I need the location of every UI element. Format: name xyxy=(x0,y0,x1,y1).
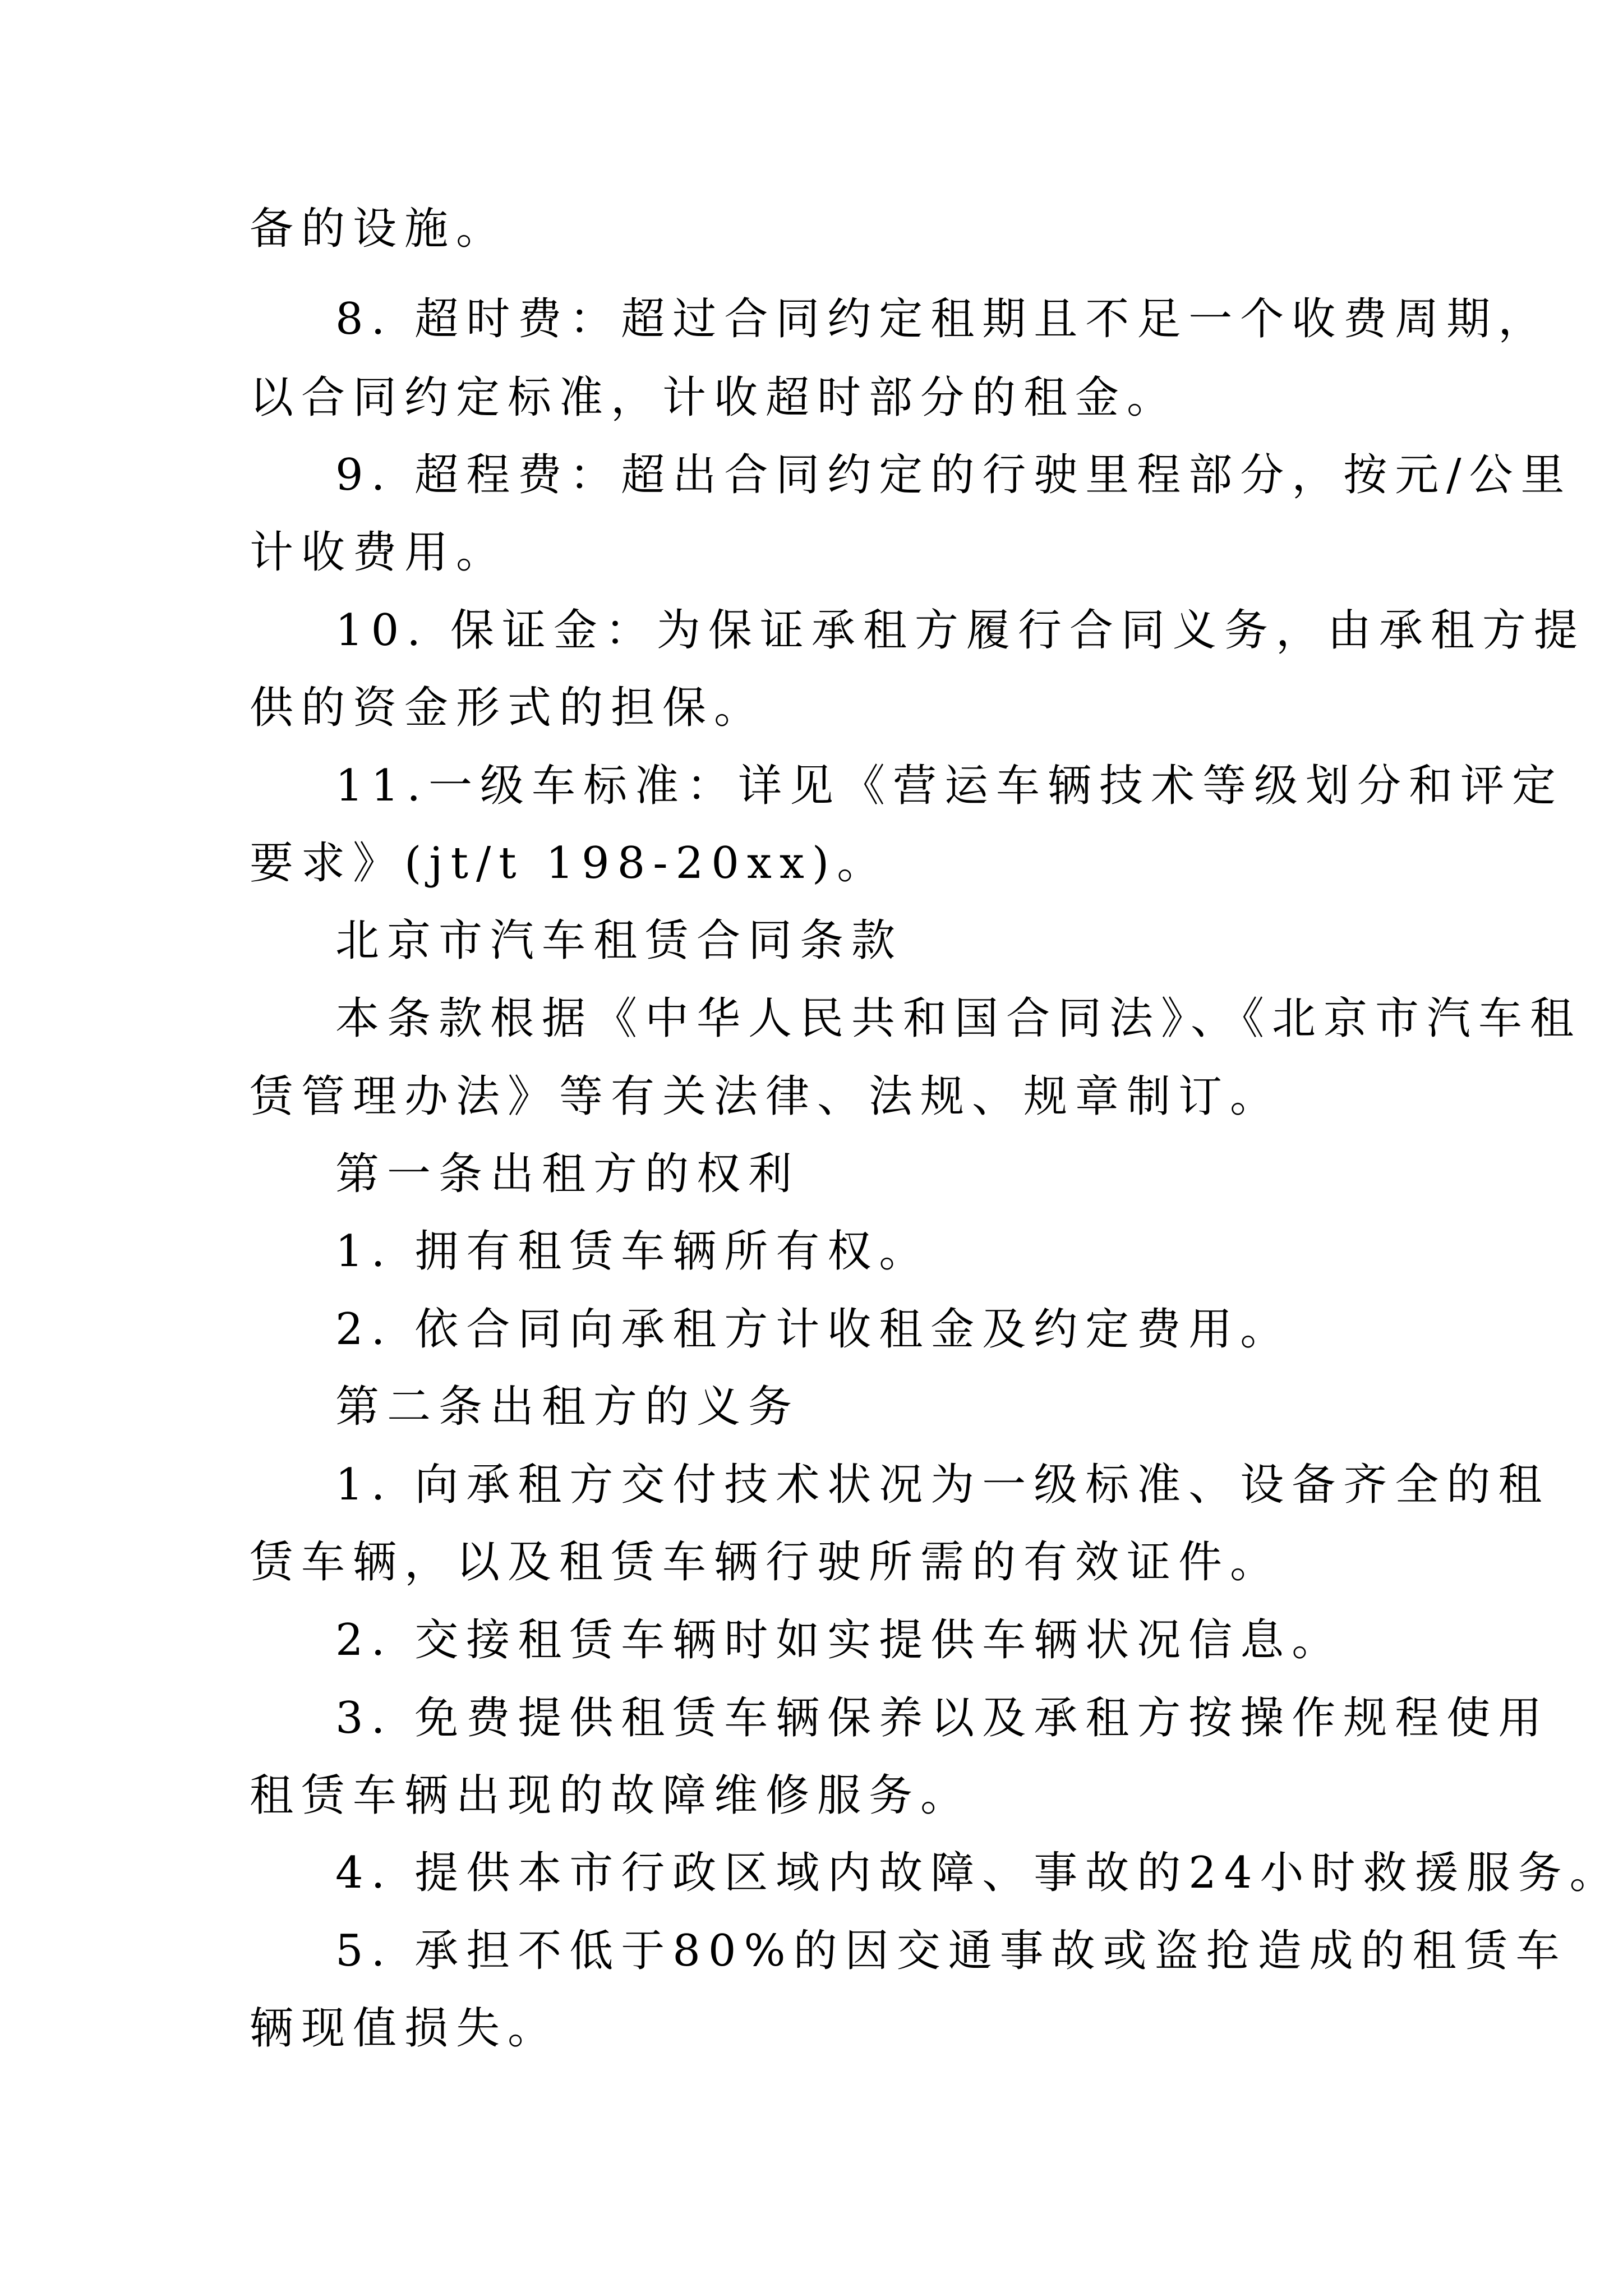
text-line: 3. 免费提供租赁车辆保养以及承租方按操作规程使用 xyxy=(335,1693,1550,1743)
text-line: 要求》(jt/t 198-20xx)。 xyxy=(250,838,889,889)
text-line: 赁管理办法》等有关法律、法规、规章制订。 xyxy=(250,1071,1282,1122)
text-line: 1. 向承租方交付技术状况为一级标准、设备齐全的租 xyxy=(335,1460,1550,1510)
text-line: 8. 超时费：超过合同约定租期且不足一个收费周期， xyxy=(335,294,1550,344)
text-line: 2. 依合同向承租方计收租金及约定费用。 xyxy=(335,1304,1292,1355)
text-line: 2. 交接租赁车辆时如实提供车辆状况信息。 xyxy=(335,1615,1344,1665)
text-line: 辆现值损失。 xyxy=(250,2003,560,2054)
text-line: 以合同约定标准，计收超时部分的租金。 xyxy=(250,372,1179,423)
text-line: 备的设施。 xyxy=(250,204,508,254)
text-line: 租赁车辆出现的故障维修服务。 xyxy=(250,1770,972,1821)
text-line: 第二条出租方的义务 xyxy=(335,1382,800,1432)
text-line: 5. 承担不低于80%的因交通事故或盗抢造成的租赁车 xyxy=(335,1926,1567,1976)
text-line: 11.一级车标准：详见《营运车辆技术等级划分和评定 xyxy=(335,761,1564,811)
text-line: 本条款根据《中华人民共和国合同法》、《北京市汽车租 xyxy=(335,993,1582,1044)
text-line: 9. 超程费：超出合同约定的行驶里程部分，按元/公里 xyxy=(335,450,1573,500)
text-line: 北京市汽车租赁合同条款 xyxy=(335,915,903,966)
text-line: 赁车辆，以及租赁车辆行驶所需的有效证件。 xyxy=(250,1537,1282,1588)
text-line: 供的资金形式的担保。 xyxy=(250,683,766,733)
text-line: 1. 拥有租赁车辆所有权。 xyxy=(335,1226,931,1277)
text-line: 4. 提供本市行政区域内故障、事故的24小时救援服务。 xyxy=(335,1848,1621,1898)
text-line: 计收费用。 xyxy=(250,527,508,578)
text-line: 10. 保证金：为保证承租方履行合同义务，由承租方提 xyxy=(335,605,1585,656)
text-line: 第一条出租方的权利 xyxy=(335,1149,800,1199)
